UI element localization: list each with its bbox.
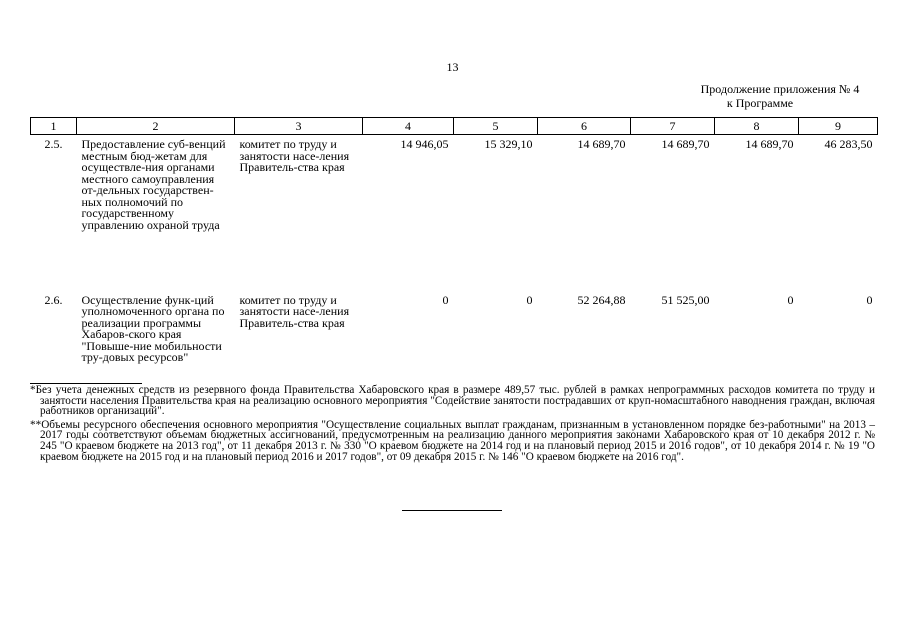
page-number: 13 bbox=[446, 60, 459, 74]
row-value: 0 bbox=[787, 292, 794, 307]
row-value: 0 bbox=[526, 292, 533, 307]
table-row bbox=[31, 291, 878, 366]
row-executor: комитет по труду и занятости насе-ления Правитель-ства края bbox=[239, 137, 350, 174]
row-value: 0 bbox=[442, 292, 449, 307]
header-cell: 4 bbox=[363, 118, 454, 135]
header-cell: 1 bbox=[31, 118, 77, 135]
row-value: 52 264,88 bbox=[577, 292, 626, 307]
row-value: 14 689,70 bbox=[745, 137, 794, 151]
table-row bbox=[31, 135, 878, 291]
row-value: 46 283,50 bbox=[824, 137, 873, 151]
header-cell: 7 bbox=[631, 118, 715, 135]
appendix-note bbox=[640, 82, 880, 110]
footnote-2: **Объемы ресурсного обеспечения основного мероприятия "Осуществление социальных выплат гражданам, признанным в установленном порядке без-работными" на 2013 – 2017 годы соответствуют объемам бюджетных ассигнований, предусмотренным на реализацию данного мероприятия законами Хабаровского края от 10 декабря 2012 г. № 245 "О краевом бюджете на 2013 год", от 11 декабря 2013 г. № 330 "О краевом бюджете на 2014 год и на плановый период 2015 и 2016 годов", от 10 декабря 2014 г. № 19 "О краевом бюджете на 2015 год и на плановый период 2016 и 2017 годов", от 09 декабря 2015 г. № 146 "О краевом бюджете на 2016 год". bbox=[30, 418, 875, 463]
header-cell: 3 bbox=[235, 118, 363, 135]
header-cell: 5 bbox=[454, 118, 538, 135]
appendix-note-line-1: Продолжение приложения № 4 bbox=[700, 82, 860, 96]
resource-table bbox=[30, 117, 878, 366]
end-divider bbox=[402, 510, 502, 511]
row-number: 2.5. bbox=[44, 137, 63, 151]
row-value: 14 689,70 bbox=[661, 137, 710, 151]
row-value: 51 525,00 bbox=[661, 292, 710, 307]
row-number: 2.6. bbox=[44, 292, 63, 307]
footnotes bbox=[30, 385, 875, 465]
header-cell: 2 bbox=[77, 118, 235, 135]
row-value: 14 689,70 bbox=[577, 137, 626, 151]
row-value: 15 329,10 bbox=[484, 137, 533, 151]
header-cell: 8 bbox=[715, 118, 799, 135]
appendix-note-line-2: к Программе bbox=[726, 96, 794, 110]
row-value: 14 946,05 bbox=[400, 137, 449, 151]
row-description: Предоставление суб-венций местным бюд-жетам для осуществле-ния органами местного самоуправления от-дельных государствен-ных полномочий по государственному управлению охраной труда bbox=[81, 137, 226, 232]
header-cell: 9 bbox=[799, 118, 878, 135]
table-header-row bbox=[31, 118, 878, 135]
row-value: 0 bbox=[866, 292, 873, 307]
row-description: Осуществление функ-ций уполномоченного органа по реализации программы Хабаров-ского края "Повыше-ние мобильности тру-довых ресурсов" bbox=[81, 292, 225, 364]
header-cell: 6 bbox=[538, 118, 631, 135]
row-executor: комитет по труду и занятости насе-ления Правитель-ства края bbox=[239, 292, 350, 330]
footnote-1: *Без учета денежных средств из резервного фонда Правительства Хабаровского края в размере 489,57 тыс. рублей в рамках непрограммных расходов комитета по труду и занятости населения Правительства края на реализацию основного мероприятия "Содействие занятости пострадавших от круп-номасштабного наводнения граждан, включая работников организаций". bbox=[30, 384, 875, 418]
